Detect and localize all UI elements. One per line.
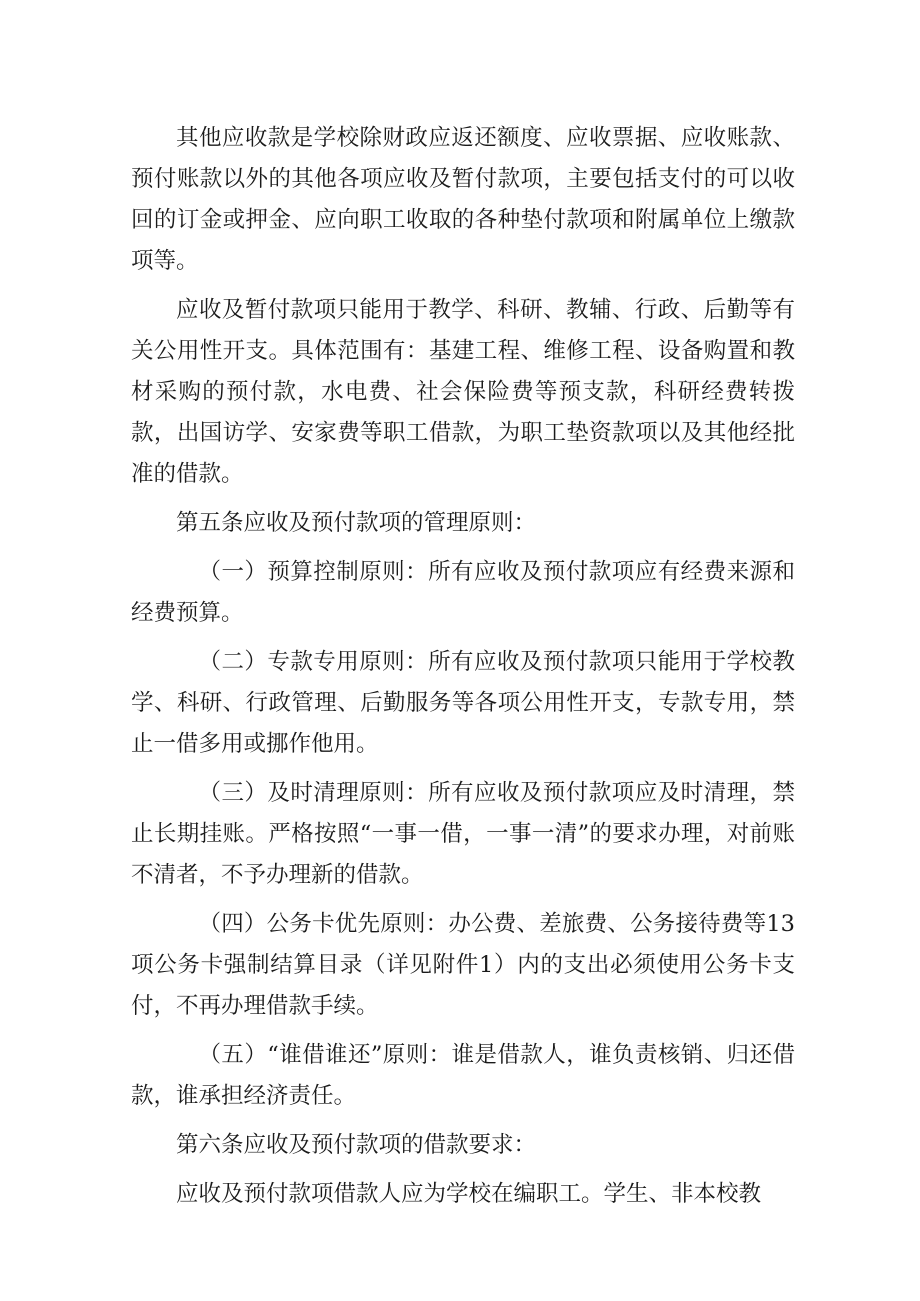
document-body (131, 118, 795, 1223)
principle-earmarked-funds: （二）专款专用原则：所有应收及预付款项只能用于学校教学、科研、行政管理、后勤服务等各项公用性开支，专款专用，禁止一借多用或挪作他用。 (131, 649, 795, 757)
paragraph-other-receivables-definition: 其他应收款是学校除财政应返还额度、应收票据、应收账款、预付账款以外的其他各项应收及暂付款项，主要包括支付的可以收回的订金或押金、应向职工收取的各种垫付款项和附属单位上缴款项等。 (131, 125, 795, 274)
principle-budget-control: （一）预算控制原则：所有应收及预付款项应有经费来源和经费预算。 (131, 559, 795, 626)
paragraph-borrower-requirement: 应收及预付款项借款人应为学校在编职工。学生、非本校教 (176, 1181, 762, 1207)
principle-official-card-priority: （四）公务卡优先原则：办公费、差旅费、公务接待费等13项公务卡强制结算目录（详见附件1）内的支出必须使用公务卡支付，不再办理借款手续。 (131, 911, 795, 1019)
principle-borrower-repays: （五）“谁借谁还”原则：谁是借款人，谁负责核销、归还借款，谁承担经济责任。 (131, 1042, 795, 1109)
article-6-heading: 第六条应收及预付款项的借款要求： (176, 1132, 537, 1158)
paragraph-usage-scope: 应收及暂付款项只能用于教学、科研、教辅、行政、后勤等有关公用性开支。具体范围有：基建工程、维修工程、设备购置和教材采购的预付款，水电费、社会保险费等预支款，科研经费转拨款，出国访学、安家费等职工借款，为职工垫资款项以及其他经批准的借款。 (131, 297, 795, 487)
article-5-heading: 第五条应收及预付款项的管理原则： (176, 510, 537, 536)
principle-timely-clearing: （三）及时清理原则：所有应收及预付款项应及时清理，禁止长期挂账。严格按照“一事一借，一事一清”的要求办理，对前账不清者，不予办理新的借款。 (131, 780, 795, 888)
